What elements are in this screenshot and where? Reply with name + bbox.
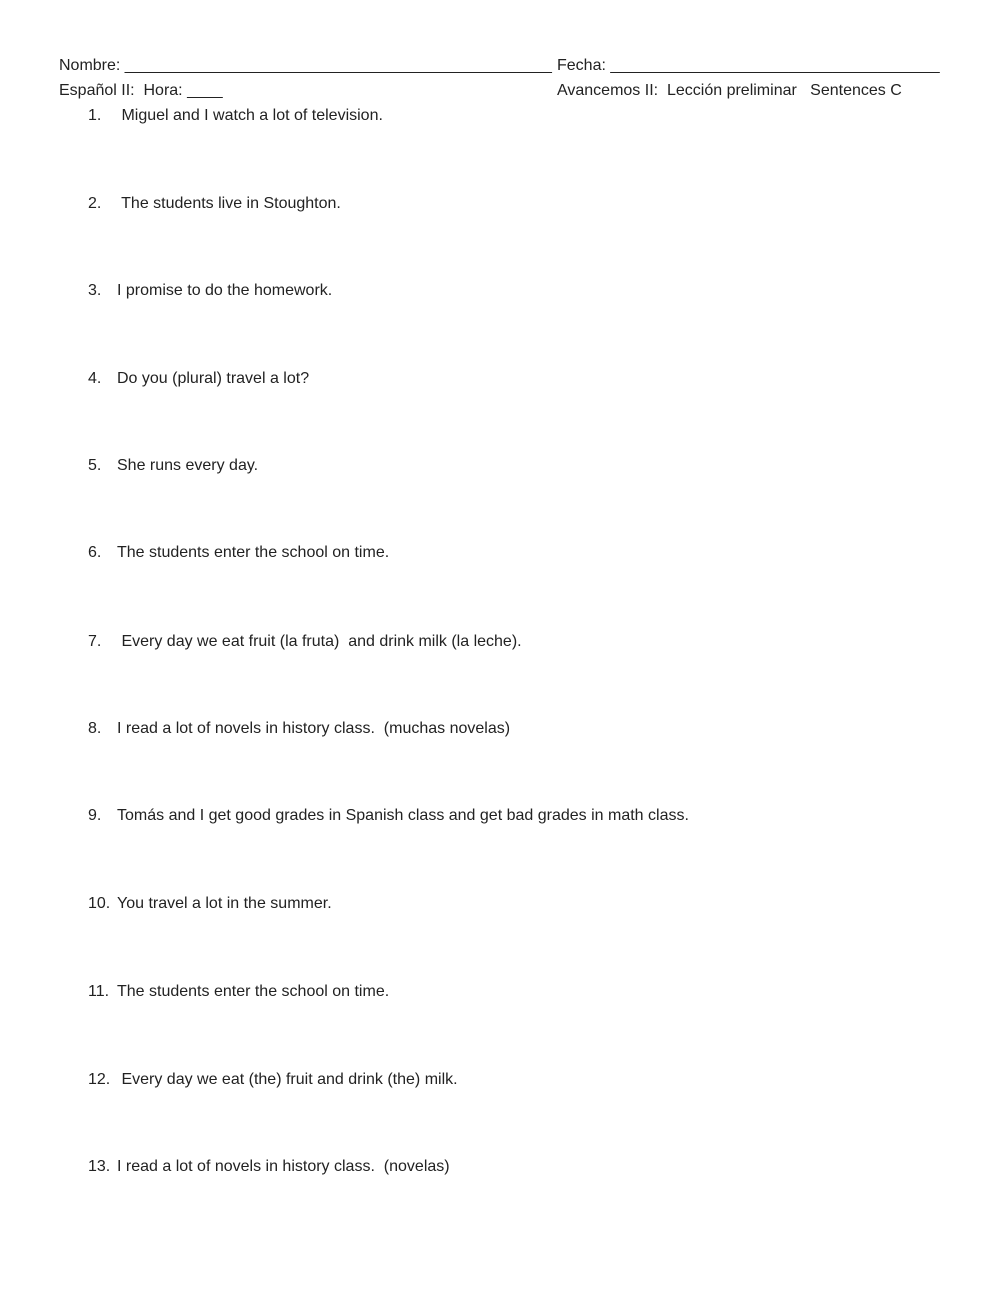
item-number: 2. [88,195,102,212]
item-number: 6. [88,544,102,561]
item-text: The students enter the school on time. [117,544,390,561]
item-text: I read a lot of novels in history class. (muchas novelas) [117,720,511,737]
item-number: 3. [88,282,102,299]
fecha-field-label: Fecha: _____________________________________ [557,57,940,74]
item-number: 4. [88,370,102,387]
item-number: 13. [88,1158,111,1175]
list-item [88,894,332,914]
list-item [88,543,389,563]
list-item [88,719,510,739]
list-item [88,369,309,389]
item-text: The students live in Stoughton. [117,195,341,212]
item-number: 12. [88,1071,111,1088]
item-text: Tomás and I get good grades in Spanish class and get bad grades in math class. [117,807,689,824]
item-text: Do you (plural) travel a lot? [117,370,310,387]
item-text: I read a lot of novels in history class. (novelas) [117,1158,450,1175]
list-item [88,1070,458,1090]
list-item [88,106,383,126]
item-text: The students enter the school on time. [117,983,390,1000]
list-item [88,456,258,476]
list-item [88,1157,450,1177]
item-text: She runs every day. [117,457,259,474]
nombre-field-label: Nombre: ________________________________________________ [59,57,552,74]
item-number: 11. [88,983,110,1000]
list-item [88,982,389,1002]
item-text: I promise to do the homework. [117,282,333,299]
item-number: 1. [88,107,102,124]
list-item [88,632,522,652]
item-number: 8. [88,720,102,737]
list-item [88,194,341,214]
lesson-title: Avancemos II: Lección preliminar Sentences C [557,82,902,99]
item-text: You travel a lot in the summer. [117,895,332,912]
item-number: 7. [88,633,102,650]
item-text: Every day we eat (the) fruit and drink (the) milk. [117,1071,458,1088]
item-text: Every day we eat fruit (la fruta) and drink milk (la leche). [117,633,522,650]
item-number: 9. [88,807,102,824]
class-hora-label: Español II: Hora: ____ [59,82,223,99]
list-item [88,281,332,301]
item-text: Miguel and I watch a lot of television. [117,107,383,124]
list-item [88,806,689,826]
item-number: 10. [88,895,111,912]
item-number: 5. [88,457,102,474]
